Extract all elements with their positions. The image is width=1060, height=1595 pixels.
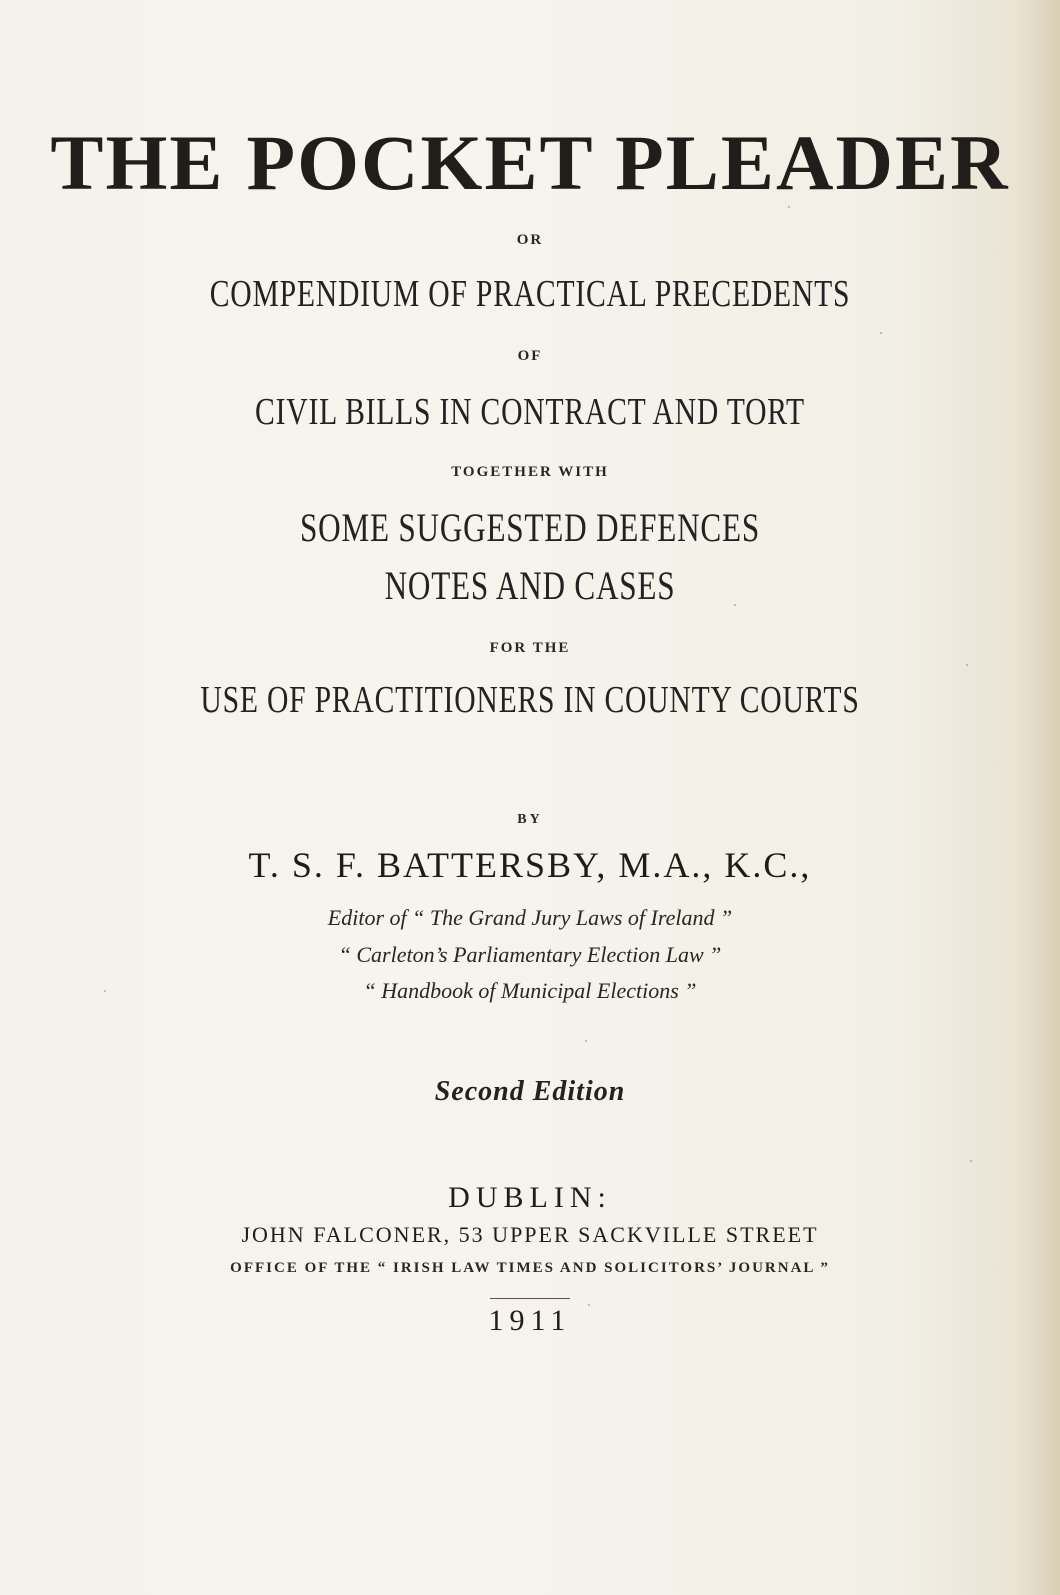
book-title: THE POCKET PLEADER <box>50 119 1010 206</box>
paper-speck <box>970 1160 972 1162</box>
connector-of: OF <box>517 348 543 364</box>
connector-together-with: TOGETHER WITH <box>451 464 609 480</box>
paper-speck <box>585 1040 587 1042</box>
subtitle-use-of-practitioners: USE OF PRACTITIONERS IN COUNTY COURTS <box>200 679 860 721</box>
paper-speck <box>966 664 968 666</box>
publication-place: DUBLIN: <box>448 1181 612 1214</box>
paper-speck <box>588 1304 590 1306</box>
edition-label: Second Edition <box>434 1076 626 1107</box>
author-credit-3: “ Handbook of Municipal Elections ” <box>363 978 697 1003</box>
author-name: T. S. F. BATTERSBY, M.A., K.C., <box>248 845 812 885</box>
connector-by: BY <box>517 812 543 827</box>
author-credit-2: “ Carleton’s Parliamentary Election Law ” <box>338 942 722 967</box>
connector-or: OR <box>516 232 544 248</box>
author-credit-1: Editor of “ The Grand Jury Laws of Ireland ” <box>327 905 733 930</box>
subtitle-notes-cases: NOTES AND CASES <box>384 563 676 608</box>
subtitle-compendium: COMPENDIUM OF PRACTICAL PRECEDENTS <box>209 273 851 315</box>
subtitle-civil-bills: CIVIL BILLS IN CONTRACT AND TORT <box>255 391 805 433</box>
publication-year: 1911 <box>488 1304 572 1337</box>
paper-speck <box>734 604 736 606</box>
publisher-office: OFFICE OF THE “ IRISH LAW TIMES AND SOLICITORS’ JOURNAL ” <box>230 1260 830 1276</box>
subtitle-defences: SOME SUGGESTED DEFENCES <box>300 505 760 550</box>
connector-for-the: FOR THE <box>489 640 571 656</box>
paper-speck <box>104 990 106 992</box>
paper-speck <box>880 332 882 334</box>
divider-rule <box>490 1298 570 1299</box>
publisher-address: JOHN FALCONER, 53 UPPER SACKVILLE STREET <box>241 1222 819 1247</box>
paper-speck <box>788 206 790 208</box>
